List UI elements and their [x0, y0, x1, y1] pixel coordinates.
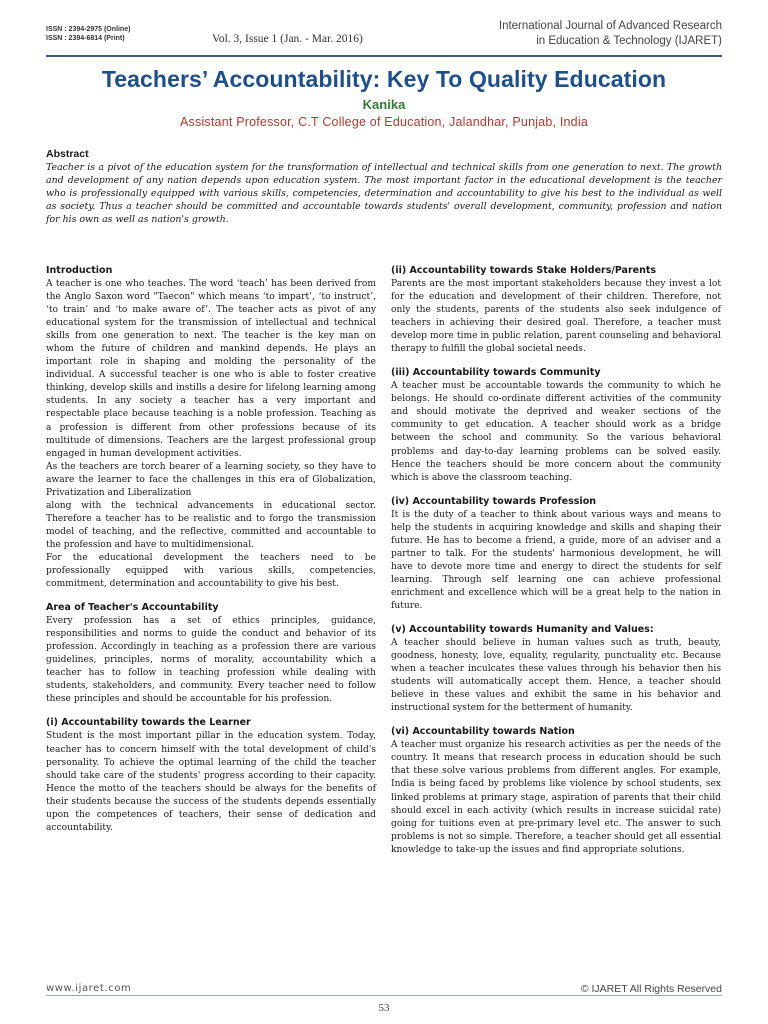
section-heading-profession: (iv) Accountability towards Profession	[391, 495, 596, 507]
right-column	[391, 264, 721, 857]
left-column	[46, 264, 376, 835]
nation-paragraph: A teacher must organize his research activities as per the needs of the country. It means that research process in education should be such that these solve various problems from different angles. For example, India is being faced by problems like violence by school students, sex linked problems at primary stage, aspiration of parents that their child should excel in each activity (which results in increase suicidal rate) going for tuitions even at pre-primary level etc. The answer to such problems is not so simple. Therefore, a teacher should get all essential knowledge to take-up the issues and find appropriate solutions.	[391, 740, 721, 855]
section-heading-learner: (i) Accountability towards the Learner	[46, 717, 251, 729]
section-heading-humanity: (v) Accountability towards Humanity and Values:	[391, 624, 654, 636]
paper-title: Teachers’ Accountability: Key To Quality Education	[101, 66, 667, 92]
volume-issue: Vol. 3, Issue 1 (Jan. - Mar. 2016)	[212, 33, 363, 45]
stakeholders-paragraph: Parents are the most important stakeholders because they invest a lot for the education and development of their children. Therefore, not only the students, parents of the students also seek indulgence of teachers in achieving their desired goal. Therefore, a teacher must develop more time in public relation, parent counseling and behavioral therapy to fulfill the global societal needs.	[391, 279, 721, 355]
issn-online: ISSN : 2394-2975 (Online)	[46, 26, 131, 33]
footer-copyright: © IJARET All Rights Reserved	[580, 983, 722, 995]
intro-paragraph-2: As the teachers are torch bearer of a learning society, so they have to aware the learner to face the challenges in this era of Globalization, Privatization and Liberalization	[46, 461, 376, 498]
section-heading-stakeholders: (ii) Accountability towards Stake Holders/Parents	[391, 265, 657, 276]
author-affiliation: Assistant Professor, C.T College of Education, Jalandhar, Punjab, India	[180, 115, 588, 129]
section-heading-community: (iii) Accountability towards Community	[391, 367, 601, 379]
section-heading-nation: (vi) Accountability towards Nation	[391, 726, 575, 738]
author-name: Kanika	[362, 97, 406, 112]
abstract-text: Teacher is a pivot of the education system for the transformation of intellectual and technical skills from one generation to next. The growth and development of any nation depends upon education system. The most important factor in the educational development is the teacher who is professionally equipped with various skills, competencies, determination and accountability to give his best to the individual as well as society. Thus a teacher should be committed and accountable towards students' overall development, community, profession and nation for his own as well as nation's growth.	[46, 162, 722, 225]
intro-paragraph-4: For the educational development the teachers need to be professionally equipped with various skills, competencies, commitment, determination and accountability to give his best.	[46, 552, 376, 590]
abstract-heading: Abstract	[46, 148, 89, 160]
footer-website: www.ijaret.com	[46, 983, 132, 994]
humanity-paragraph: A teacher should believe in human values such as truth, beauty, goodness, honesty, love, equality, regularity, punctuality etc. Because when a teacher inculcates these values through his behavior then his students will automatically accept them. Hence, a teacher should believe in these values and exhibit the same in his behavior and instructional system for the betterment of humanity.	[391, 638, 721, 714]
section-heading-area: Area of Teacher's Accountability	[46, 602, 219, 614]
header-divider	[46, 55, 722, 57]
intro-paragraph-3: along with the technical advancements in educational sector. Therefore a teacher has to be realistic and to forgo the transmission model of teaching, and the reflective, committed and accountable to the profession and have to multidimensional.	[46, 500, 376, 550]
page-number: 53	[378, 1002, 390, 1014]
area-paragraph: Every profession has a set of ethics principles, guidance, responsibilities and norms to guide the conduct and behavior of its profession. Accordingly in teaching as a profession there are various guidelines, principles, norms of morality, accountability which a teacher has to follow in teaching profession while dealing with students, stakeholders, and community. Every teacher need to follow these principles and should be accountable for his profession.	[46, 616, 376, 705]
journal-name	[499, 19, 722, 49]
footer-divider	[46, 995, 722, 996]
profession-paragraph: It is the duty of a teacher to think about various ways and means to help the students in acquiring knowledge and skills and shaping their future. He has to become a friend, a guide, more of an adviser and a partner to talk. For the students' harmonious development, he will have to devote more time and energy to direct the students for self learning. Through self learning one can achieve professional enrichment and excellence which will be a great help to the nation in future.	[391, 509, 721, 611]
issn-block	[46, 25, 130, 43]
learner-paragraph: Student is the most important pillar in the education system. Today, teacher has to concern himself with the total development of child's personality. To achieve the optimal learning of the child the teacher should take care of the students' progress according to their capacity. Hence the motto of the teachers should be always for the benefits of their students because the success of the students depends essentially upon the competences of teachers, their sense of dedication and accountability.	[46, 731, 376, 833]
intro-paragraph-1: A teacher is one who teaches. The word ‘teach’ has been derived from the Anglo Saxon word "Taecon" which means ‘to impart’, ‘to instruct’, ‘to train’ and ‘to make aware of’. The teacher acts as pivot of any educational system for the transmission of intellectual and technical skills from one generation to next. The teacher is the key man on whom the future of children and mankind depends. He plays an important role in shaping and molding the personality of the individual. A successful teacher is one who is able to foster creative thinking, develop skills and instills a desire for lifelong learning among students. In any society a teacher has a very important and respectable place because teaching is a noble profession. Teaching as a profession is different from other professions because of its multitude of dimensions. Teachers are the largest professional group engaged in human development activities.	[46, 279, 376, 459]
community-paragraph: A teacher must be accountable towards the community to which he belongs. He should co-ordinate different activities of the community and should motivate the deprived and weaker sections of the community to get education. A teacher should work as a bridge between the school and community. So the various behavioral problems and day-to-day learning problems can be solved easily. Hence the teachers should be more concern about the community which is above the classroom teaching.	[391, 381, 721, 483]
journal-name-line1: International Journal of Advanced Research	[498, 20, 722, 32]
issn-print: ISSN : 2394-6814 (Print)	[46, 35, 125, 42]
journal-name-line2: in Education & Technology (IJARET)	[536, 35, 722, 47]
section-heading-introduction: Introduction	[46, 265, 113, 276]
